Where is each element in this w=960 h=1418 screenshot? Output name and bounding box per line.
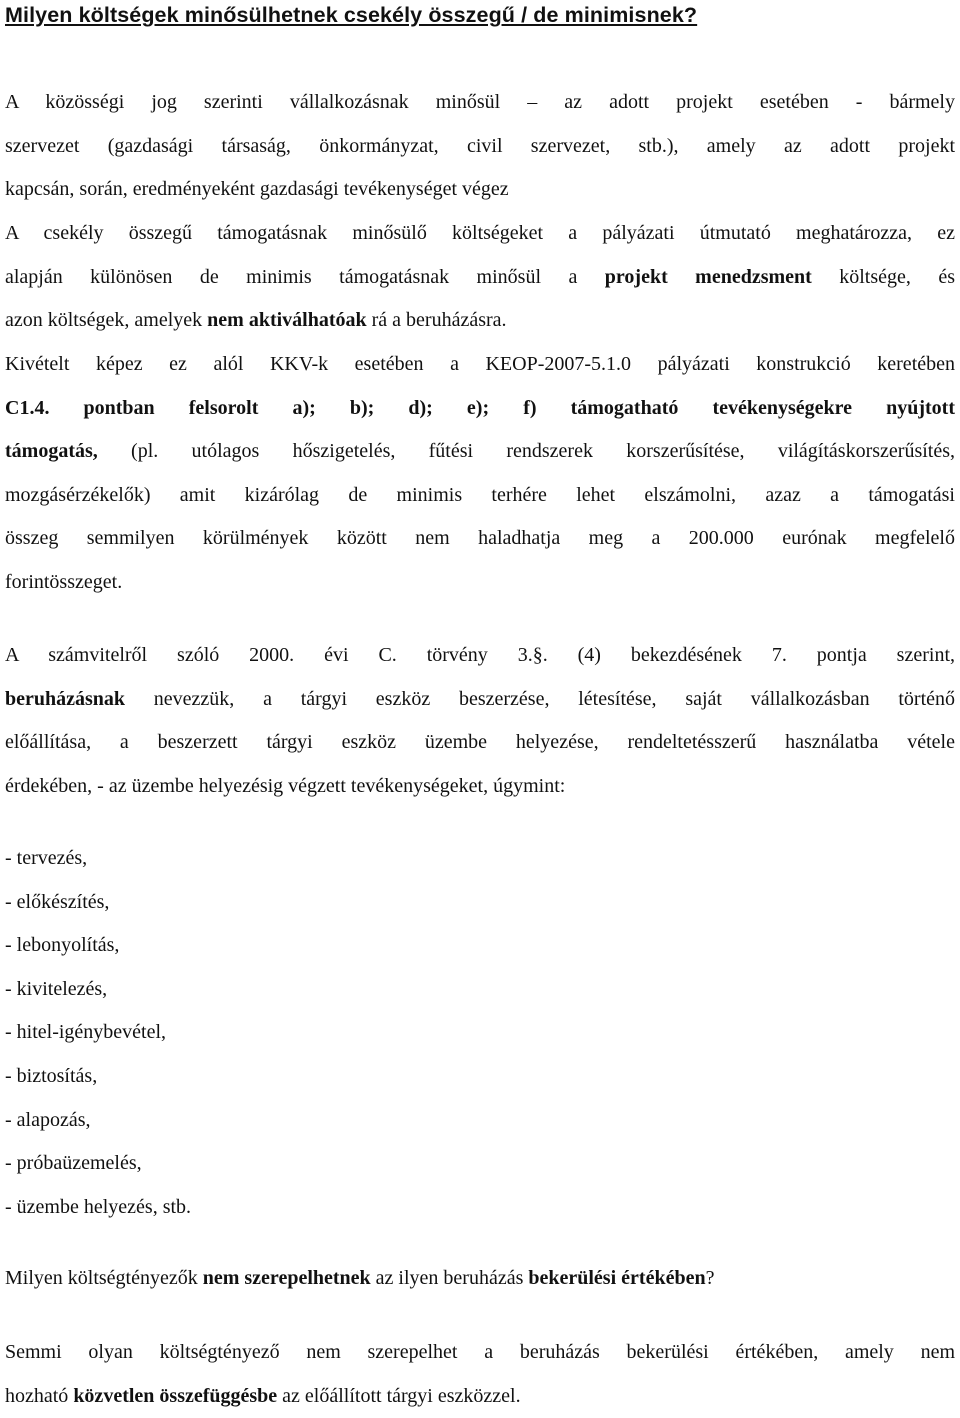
text-line: Semmi olyan költségtényező nem szerepelhet a beruházás bekerülési értékében, amely nem	[5, 1341, 955, 1363]
text-line: beruházásnak nevezzük, a tárgyi eszköz beszerzése, létesítése, saját vállalkozásban történő	[5, 687, 955, 710]
bold-text: támogatás,	[5, 440, 98, 463]
text-line: A csekély összegű támogatásnak minősülő költségeket a pályázati útmutató meghatározza, ez	[5, 222, 955, 244]
list-item: - üzembe helyezés, stb.	[5, 1195, 192, 1218]
list-item: - kivitelezés,	[5, 977, 108, 1000]
list-item: - hitel-igénybevétel,	[5, 1021, 167, 1044]
paragraph-de-minimis-costs	[5, 212, 955, 343]
text-line: Milyen költségtényezők nem szerepelhetnek az ilyen beruházás bekerülési értékében?	[5, 1267, 715, 1289]
paragraph-enterprise-definition	[5, 81, 955, 212]
list-item: - biztosítás,	[5, 1064, 98, 1087]
list-item: - alapozás,	[5, 1108, 91, 1131]
text-line: kapcsán, során, eredményeként gazdasági tevékenységet végez	[5, 178, 509, 201]
text-line-bold: C1.4. pontban felsorolt a); b); d); e); f) támogatható tevékenységekre nyújtott	[5, 396, 955, 419]
text-line: összeg semmilyen körülmények között nem haladhatja meg a 200.000 eurónak megfelelő	[5, 527, 955, 550]
list-item: - előkészítés,	[5, 890, 110, 913]
text-line: A közösségi jog szerinti vállalkozásnak minősül – az adott projekt esetében - bármely	[5, 91, 955, 113]
list-item: - próbaüzemelés,	[5, 1152, 142, 1175]
text-line: alapján különösen de minimis támogatásnak minősül a projekt menedzsment költsége, és	[5, 265, 955, 288]
text-line: forintösszeget.	[5, 570, 123, 593]
text-line: szervezet (gazdasági társaság, önkormányzat, civil szervezet, stb.), amely az adott projekt	[5, 134, 955, 157]
page-title: Milyen költségek minősülhetnek csekély összegű / de minimisnek?	[5, 3, 698, 27]
bold-text: projekt menedzsment	[604, 265, 812, 288]
paragraph-exception	[5, 343, 955, 605]
bold-text: nem szerepelhetnek	[202, 1267, 371, 1289]
bold-text: beruházásnak	[5, 687, 126, 710]
question	[5, 1257, 955, 1301]
text-line: A számvitelről szóló 2000. évi C. törvény 3.§. (4) bekezdésének 7. pontja szerint,	[5, 644, 955, 666]
paragraph-investment-definition	[5, 634, 955, 808]
list-item: - lebonyolítás,	[5, 934, 120, 957]
text-line: érdekében, - az üzembe helyezésig végzett tevékenységeket, úgymint:	[5, 774, 566, 797]
text-line: hozható közvetlen összefüggésbe az előállított tárgyi eszközzel.	[5, 1384, 521, 1407]
bold-text: közvetlen összefüggésbe	[73, 1384, 278, 1407]
bold-text: nem aktiválhatóak	[207, 309, 367, 332]
list-item: - tervezés,	[5, 847, 88, 869]
text-line: Kivételt képez ez alól KKV-k esetében a KEOP-2007-5.1.0 pályázati konstrukció keretében	[5, 353, 955, 375]
text-line: mozgásérzékelők) amit kizárólag de minimis terhére lehet elszámolni, azaz a támogatási	[5, 483, 955, 506]
text-line: előállítása, a beszerzett tárgyi eszköz üzembe helyezése, rendeltetésszerű használatba vétele	[5, 731, 955, 754]
text-line: támogatás, (pl. utólagos hőszigetelés, fűtési rendszerek korszerűsítése, világításkorszerűsítés,	[5, 440, 955, 463]
text-line: azon költségek, amelyek nem aktiválhatóak rá a beruházásra.	[5, 309, 507, 332]
bold-text: bekerülési értékében	[528, 1267, 706, 1289]
activity-list	[5, 837, 191, 1229]
answer	[5, 1331, 955, 1418]
